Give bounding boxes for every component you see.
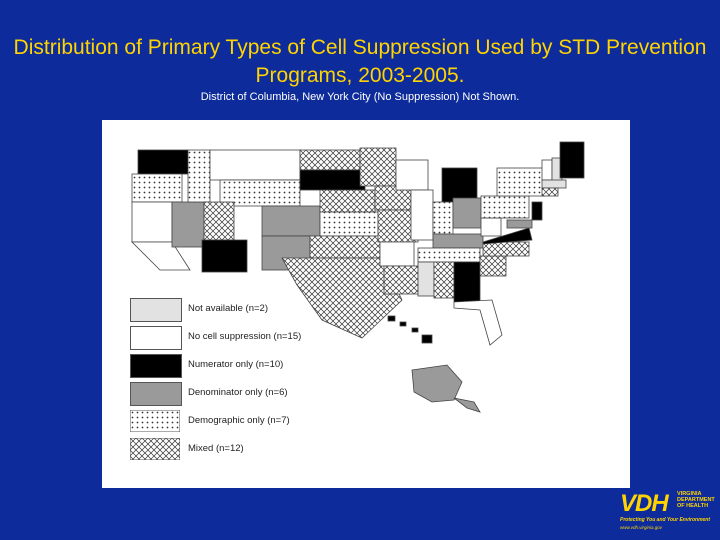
state-in bbox=[433, 202, 453, 234]
legend-swatch bbox=[130, 298, 182, 322]
state-hi-2 bbox=[400, 322, 406, 326]
legend-label: Mixed (n=12) bbox=[188, 443, 244, 454]
state-ma bbox=[542, 180, 566, 188]
state-hi-3 bbox=[412, 328, 418, 332]
state-ak bbox=[412, 365, 462, 402]
state-ny bbox=[497, 168, 545, 196]
state-tn bbox=[418, 248, 480, 262]
state-ct bbox=[542, 188, 558, 196]
legend-swatch bbox=[130, 382, 182, 406]
state-nc bbox=[483, 242, 529, 256]
state-pa bbox=[481, 196, 529, 218]
state-al bbox=[434, 262, 454, 298]
state-or bbox=[132, 174, 182, 202]
legend-label: Numerator only (n=10) bbox=[188, 359, 284, 370]
state-md bbox=[507, 220, 532, 228]
state-ca bbox=[132, 202, 172, 242]
state-ne bbox=[320, 190, 375, 212]
state-ar bbox=[380, 242, 414, 266]
state-ok bbox=[310, 236, 380, 258]
state-mt bbox=[210, 150, 300, 180]
legend-label: Denominator only (n=6) bbox=[188, 387, 288, 398]
state-ut bbox=[204, 202, 234, 240]
legend-label: Not available (n=2) bbox=[188, 303, 269, 314]
legend-swatch bbox=[130, 438, 180, 460]
legend-label: Demographic only (n=7) bbox=[188, 415, 290, 426]
state-ak-tail bbox=[454, 398, 480, 412]
state-nv bbox=[172, 202, 204, 247]
state-la bbox=[384, 266, 418, 294]
legend-item-denominator bbox=[130, 382, 330, 406]
state-nd bbox=[300, 150, 360, 170]
legend-item-not-available bbox=[130, 298, 330, 322]
legend-item-numerator bbox=[130, 354, 330, 378]
state-sd bbox=[300, 170, 365, 190]
state-wv bbox=[481, 218, 501, 236]
state-sc bbox=[480, 256, 506, 276]
state-fl bbox=[454, 300, 502, 345]
legend-item-no-suppression bbox=[130, 326, 330, 350]
legend-swatch bbox=[130, 410, 180, 432]
state-wa bbox=[138, 150, 188, 174]
state-ms bbox=[418, 262, 434, 296]
slide-title: Distribution of Primary Types of Cell Suppression Used by STD Prevention Programs, 2003-2005. bbox=[13, 36, 707, 87]
state-wi bbox=[396, 160, 428, 190]
state-oh bbox=[453, 198, 481, 228]
legend-swatch bbox=[130, 326, 182, 350]
state-az bbox=[202, 240, 247, 272]
vdh-logo bbox=[620, 490, 715, 534]
state-hi-4 bbox=[422, 335, 432, 343]
legend-item-mixed bbox=[130, 438, 330, 462]
state-il bbox=[411, 190, 433, 240]
state-mn bbox=[360, 148, 396, 186]
legend-swatch bbox=[130, 354, 182, 378]
slide-subtitle: District of Columbia, New York City (No Suppression) Not Shown. bbox=[200, 91, 520, 103]
legend-label: No cell suppression (n=15) bbox=[188, 331, 302, 342]
logo-tagline: Protecting You and Your Environment bbox=[620, 517, 711, 523]
state-id bbox=[188, 150, 210, 202]
logo-department-name: VIRGINIA DEPARTMENT OF HEALTH bbox=[677, 491, 715, 509]
state-me bbox=[560, 142, 584, 178]
legend-item-demographic bbox=[130, 410, 330, 434]
logo-wordmark: VDH bbox=[620, 490, 668, 517]
state-ks bbox=[320, 212, 378, 236]
logo-url: www.vdh.virginia.gov bbox=[620, 525, 663, 530]
us-map-panel bbox=[102, 120, 630, 488]
state-hi-1 bbox=[388, 316, 395, 321]
state-mi bbox=[442, 168, 477, 202]
state-vt bbox=[542, 160, 552, 180]
state-ga bbox=[454, 262, 480, 302]
state-ky bbox=[433, 234, 483, 248]
state-co bbox=[262, 206, 320, 236]
state-nj bbox=[532, 202, 542, 220]
